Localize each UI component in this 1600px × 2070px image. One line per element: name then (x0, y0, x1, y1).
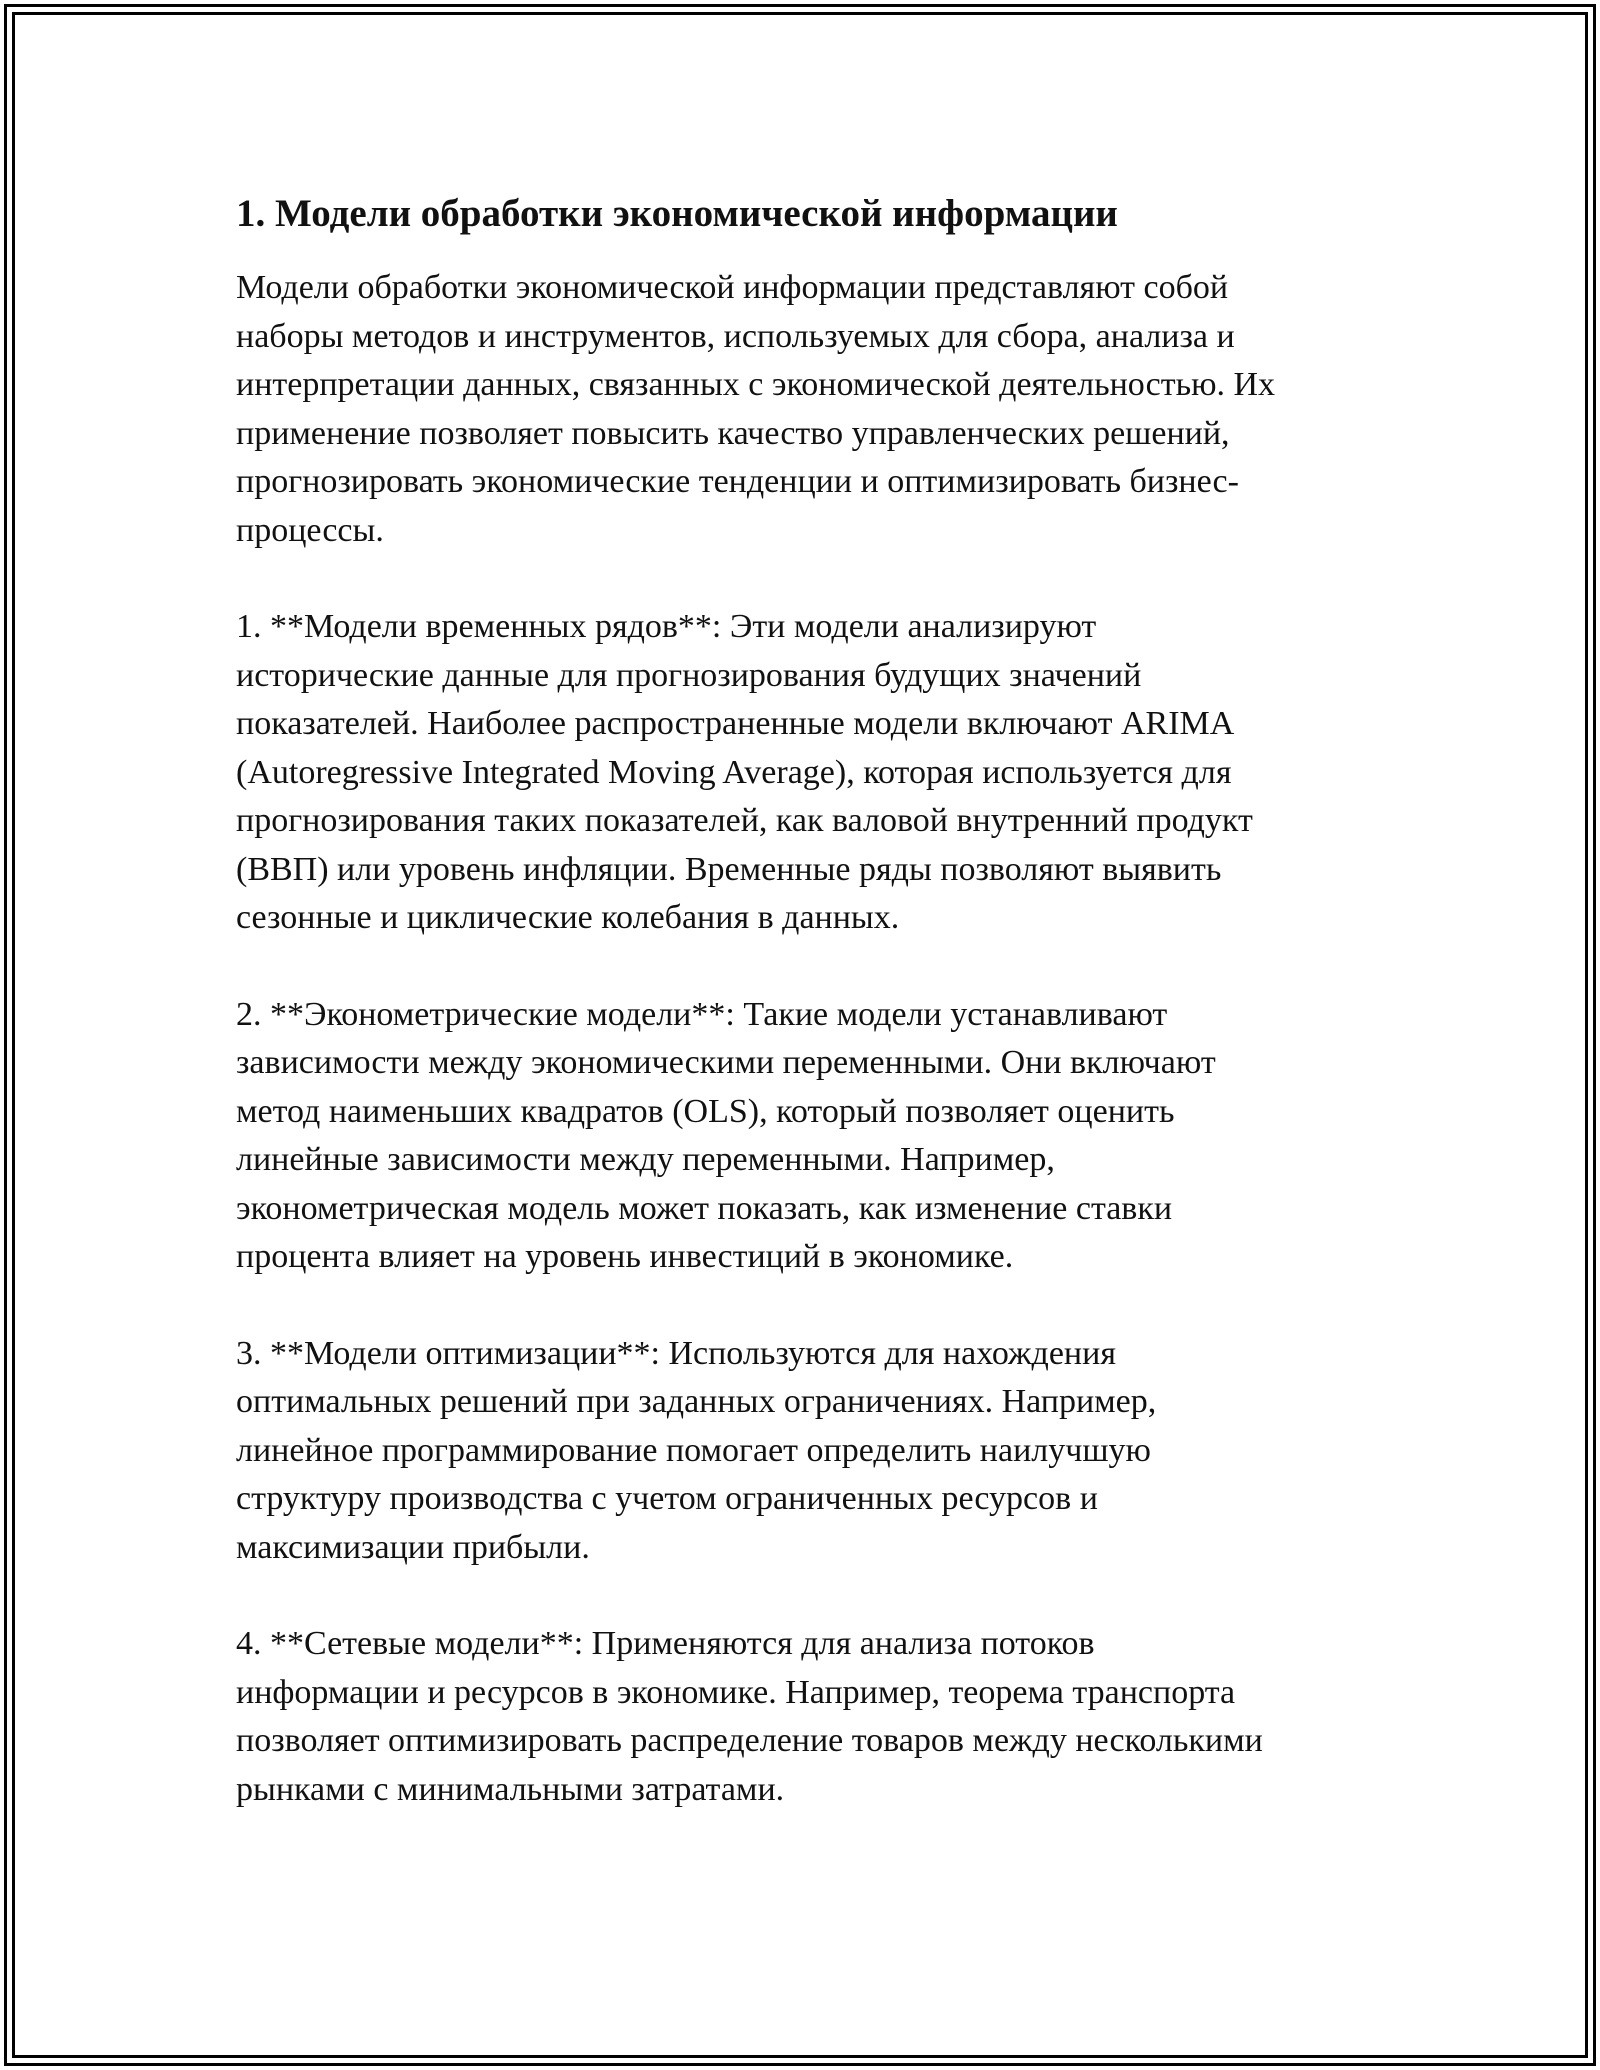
text-line: линейное программирование помогает определить наилучшую (236, 1431, 1151, 1469)
section-heading: 1. Модели обработки экономической информации (236, 192, 1118, 235)
text-line: информации и ресурсов в экономике. Например, теорема транспорта (236, 1673, 1236, 1711)
text-line: процента влияет на уровень инвестиций в экономике. (236, 1238, 1014, 1275)
text-line: показателей. Наиболее распространенные модели включают ARIMA (236, 705, 1235, 742)
intro-paragraph (236, 264, 1376, 555)
text-line: зависимости между экономическими переменными. Они включают (236, 1044, 1216, 1081)
text-line: прогнозирования таких показателей, как валовой внутренний продукт (236, 802, 1253, 839)
text-line: сезонные и циклические колебания в данных. (236, 899, 900, 936)
text-line: максимизации прибыли. (236, 1528, 590, 1566)
text-line: прогнозировать экономические тенденции и оптимизировать бизнес- (236, 463, 1239, 500)
text-line: рынками с минимальными затратами. (236, 1770, 785, 1808)
text-line: 3. **Модели оптимизации**: Используются для нахождения (236, 1334, 1116, 1372)
text-line: (ВВП) или уровень инфляции. Временные ряды позволяют выявить (236, 850, 1222, 888)
list-item-network (236, 1620, 1376, 1814)
list-item-optimization (236, 1330, 1376, 1573)
list-item-time-series (236, 603, 1376, 943)
text-line: метод наименьших квадратов (OLS), который позволяет оценить (236, 1092, 1175, 1130)
text-line: интерпретации данных, связанных с экономической деятельностью. Их (236, 366, 1276, 403)
text-line: позволяет оптимизировать распределение товаров между несколькими (236, 1722, 1263, 1759)
text-line: процессы. (236, 511, 384, 549)
text-line: линейные зависимости между переменными. Например, (236, 1141, 1055, 1178)
text-line: (Autoregressive Integrated Moving Average), которая используется для (236, 753, 1232, 791)
text-line: структуру производства с учетом ограниченных ресурсов и (236, 1480, 1098, 1517)
text-line: оптимальных решений при заданных ограничениях. Например, (236, 1383, 1157, 1420)
text-line: наборы методов и инструментов, используемых для сбора, анализа и (236, 317, 1235, 355)
text-line: эконометрическая модель может показать, как изменение ставки (236, 1189, 1173, 1227)
text-line: Модели обработки экономической информации представляют собой (236, 269, 1229, 306)
text-line: исторические данные для прогнозирования будущих значений (236, 656, 1142, 694)
text-line: 4. **Сетевые модели**: Применяются для анализа потоков (236, 1625, 1095, 1662)
text-line: 1. **Модели временных рядов**: Эти модели анализируют (236, 608, 1097, 645)
text-line: 2. **Эконометрические модели**: Такие модели устанавливают (236, 995, 1168, 1033)
document-body (236, 188, 1376, 1862)
list-item-econometric (236, 991, 1376, 1282)
text-line: применение позволяет повысить качество управленческих решений, (236, 414, 1230, 452)
